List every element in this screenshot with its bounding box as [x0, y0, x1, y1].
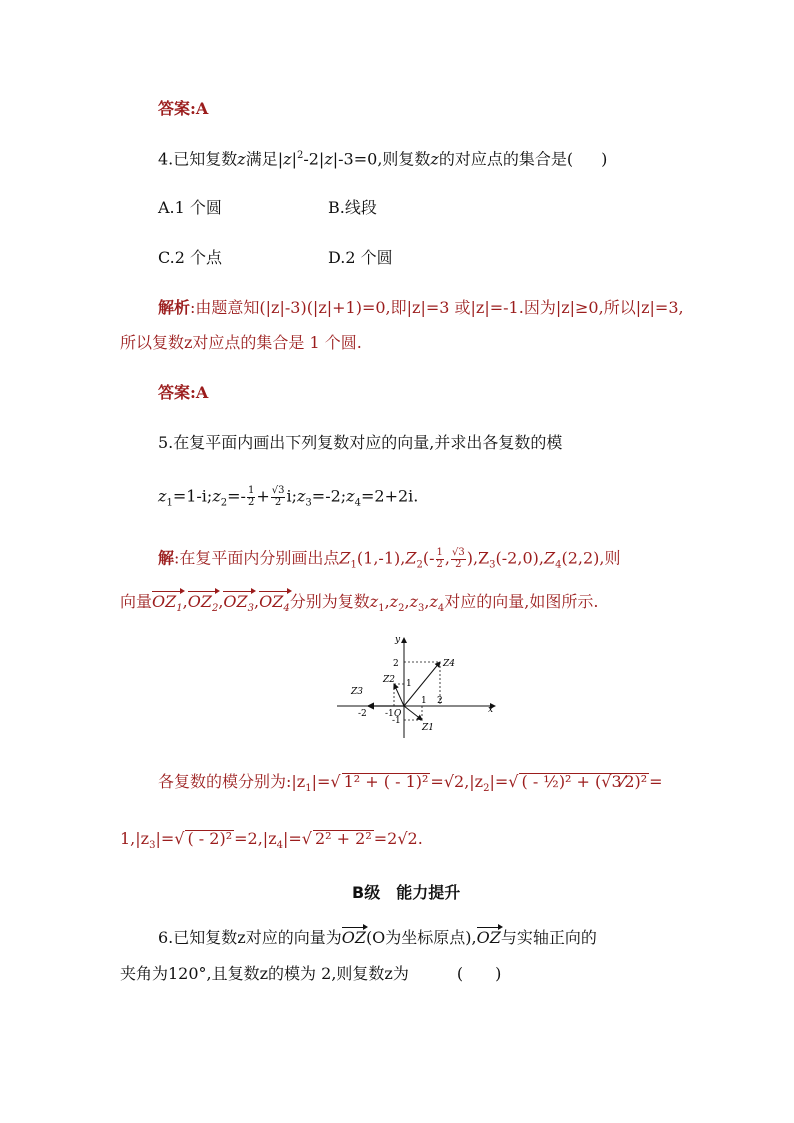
q5-text: =-2;: [311, 486, 347, 506]
fraction: [436, 548, 444, 570]
label-z2: Z2: [383, 675, 395, 685]
q6-text: 6.已知复数z对应的向量为: [158, 928, 342, 947]
option-b: B.线段: [328, 198, 377, 217]
var-z: z: [158, 486, 167, 506]
frac-num: 1: [436, 547, 443, 558]
answer-line: [158, 101, 208, 117]
origin-label: O: [394, 709, 402, 719]
var-Z: Z: [405, 548, 417, 568]
answer-label: 答案:: [158, 383, 196, 402]
q6-text: 夹角为120°,且复数z的模为 2,则复数z为: [120, 964, 409, 983]
moduli-text: |=: [283, 829, 302, 848]
moduli-line-1: 各复数的模分别为$:|z_1|=√$ 1² + ( - $1)^2 =√2,|z_2|=√$ ( - ½)² + (√3⁄2)² =: [158, 772, 663, 795]
q4-text: ): [601, 149, 608, 169]
answer-label: 答案:: [158, 99, 196, 118]
q4-text: 满足|: [245, 149, 284, 169]
answer-value: A: [195, 99, 209, 118]
q4-text: |-3=0,则复数: [332, 149, 431, 169]
analysis-label: 解析: [158, 298, 191, 317]
q5-text: +: [256, 486, 270, 506]
var-z: z: [237, 149, 246, 169]
moduli-text: |=: [489, 772, 509, 791]
analysis-line-1: [158, 300, 684, 316]
var-z: z: [346, 486, 355, 506]
solution-line-2: 向量$OZ_1,OZ_2,OZ_3,OZ_4$分别为复数$z_1,z_2,z_3,z_4$对应的向量,如图所示.: [120, 592, 599, 615]
solution-text: 向量: [120, 592, 153, 611]
frac-den: 2: [247, 496, 255, 508]
tick-label-xm1: -1: [385, 709, 394, 719]
question-5-values: $z_1=1-i;z_2=-$ $\frac{1}{2}$ + $\frac{√3}{2}$ $i;z_3=-2;z_4=2+2i$.: [158, 485, 419, 509]
var-z: z: [430, 149, 439, 169]
label-z1: Z1: [422, 723, 434, 733]
question-6-line-2: [120, 966, 501, 982]
moduli-text: 各复数的模分别为:|z: [158, 772, 306, 791]
x-axis-label: x: [488, 705, 494, 715]
var-Z: Z: [543, 548, 556, 568]
q5-text: i;: [286, 486, 297, 506]
q4-text: |: [291, 149, 297, 169]
analysis-text: :由题意知(|z|-3)(|z|+1)=0,即|z|=3 或|z|=-1.因为|z|≥0,所以|z|=3,: [190, 298, 684, 317]
var-Z: Z: [339, 548, 351, 568]
answer-parens: ( ): [456, 964, 502, 983]
tick-label-xm2: -2: [358, 709, 367, 719]
question-6-line-1: [158, 930, 597, 946]
moduli-text: =2√2.: [373, 829, 423, 848]
sup: 2: [296, 150, 304, 161]
solution-label: 解: [158, 548, 175, 568]
vector-z1: [404, 706, 422, 720]
vector-oz4: $OZ_4$: [259, 592, 290, 615]
moduli-text: 1,|z: [120, 829, 150, 848]
q5-text: =-: [227, 486, 246, 506]
solution-text: (2,2),则: [561, 548, 621, 568]
answer-value: A: [195, 383, 209, 402]
solution-text: ): [466, 548, 473, 568]
var-z: z: [283, 149, 292, 169]
vector-oz: OZ: [341, 928, 366, 947]
q6-text: (O为坐标原点),: [365, 928, 477, 947]
label-z3: Z3: [351, 687, 363, 697]
tick-label-x1: 1: [421, 696, 427, 706]
option-a: A.1 个圆: [158, 198, 222, 217]
q4-text: -2|: [303, 149, 325, 169]
solution-text: 对应的向量,如图所示.: [444, 592, 599, 611]
section-title: B级 能力提升: [352, 883, 461, 902]
solution-text: :在复平面内分别画出点: [174, 548, 340, 568]
option-d: D.2 个圆: [328, 248, 393, 267]
tick-label-y1: 1: [406, 679, 412, 689]
question-4-stem: [158, 151, 607, 167]
vector-oz3: $OZ_3$: [223, 592, 255, 615]
q5-text: =2+2i.: [360, 486, 419, 506]
var-z: z: [324, 149, 333, 169]
var-z: z: [212, 486, 221, 506]
frac-num: √3: [271, 485, 285, 496]
fraction: [271, 486, 286, 508]
y-axis-label: y: [395, 635, 401, 645]
moduli-text: =√2,|z: [430, 772, 484, 791]
vector-z2: [394, 684, 404, 706]
solution-text: (1,-1),: [356, 548, 406, 568]
moduli-text: |=: [155, 829, 175, 848]
q5-text: =1-i;: [172, 486, 213, 506]
vector-oz: OZ: [476, 928, 501, 947]
solution-text: (-2,0),: [495, 548, 544, 568]
radicand: 2² + 2²: [315, 829, 372, 848]
tick-label-ym1: -1: [392, 716, 401, 726]
radicand: ( - 2)²: [187, 829, 233, 848]
vector-oz1: $OZ_1$: [152, 592, 183, 615]
question-5-stem: 5.在复平面内画出下列复数对应的向量,并求出各复数的模: [158, 433, 563, 452]
frac-num: 1: [247, 485, 255, 496]
moduli-line-2: $1,|z_3|=√$ ( - $2)^2 =2,|z_4|=√$ 2² + 2² =2√2.: [120, 829, 423, 852]
var-z: z: [296, 486, 306, 506]
complex-plane-figure: [335, 632, 505, 742]
tick-label-x2: 2: [437, 696, 443, 706]
radicand: ( - ½)² + (√3⁄2)²: [521, 772, 648, 791]
frac-den: 2: [455, 558, 462, 570]
moduli-text: |=: [311, 772, 331, 791]
solution-text: 分别为复数: [289, 592, 370, 611]
vector-oz2: $OZ_2$: [187, 592, 219, 615]
frac-den: 2: [436, 558, 443, 570]
radicand: 1² + ( - 1)²: [343, 772, 429, 791]
solution-text: ,Z: [472, 548, 490, 568]
label-z4: Z4: [443, 659, 455, 669]
fraction: [451, 548, 466, 570]
answer-line-2: [158, 385, 208, 401]
q6-text: 与实轴正向的: [500, 928, 597, 947]
fraction: [247, 486, 255, 508]
tick-label-y2: 2: [393, 659, 399, 669]
q4-text: 4.已知复数: [158, 149, 238, 169]
q4-text: 的对应点的集合是(: [438, 149, 574, 169]
frac-num: √3: [451, 547, 465, 558]
option-c: C.2 个点: [158, 248, 223, 267]
moduli-text: =: [649, 772, 663, 791]
frac-den: 2: [274, 496, 282, 508]
analysis-line-2: 所以复数z对应点的集合是 1 个圆.: [120, 333, 362, 352]
solution-text: (-: [422, 548, 435, 568]
solution-line-1: 解:在复平面内分别画出点$Z_1(1,-1),Z_2(-$ $\frac{1}{2}$ , $\frac{√3}{2}$ )$,Z_3(-2,0),Z_4(2,2)$,则: [158, 547, 621, 571]
moduli-text: =2,|z: [234, 829, 277, 848]
